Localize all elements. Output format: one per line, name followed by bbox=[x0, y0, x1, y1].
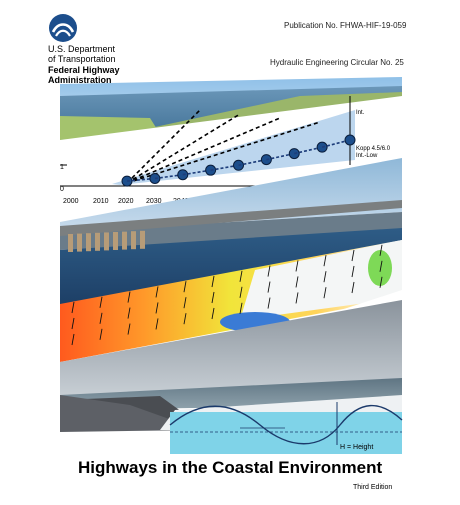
bridge-pier bbox=[140, 231, 145, 249]
y-tick-0: 0 bbox=[60, 186, 64, 193]
agency-line-4: Administration bbox=[48, 75, 112, 85]
series-label-int: Int. bbox=[356, 110, 365, 116]
bridge-pier bbox=[95, 233, 100, 251]
circular-number: Hydraulic Engineering Circular No. 25 bbox=[270, 58, 404, 67]
bridge-pier bbox=[131, 231, 136, 249]
projection-point bbox=[345, 135, 355, 145]
wave-height-label: H = Height bbox=[340, 444, 374, 451]
edition-label: Third Edition bbox=[353, 484, 393, 491]
agency-line-1: U.S. Department bbox=[48, 44, 116, 54]
bridge-pier bbox=[104, 232, 109, 250]
agency-line-2: of Transportation bbox=[48, 54, 116, 64]
x-tick-2020: 2020 bbox=[118, 198, 134, 205]
bridge-pier bbox=[122, 232, 127, 250]
x-tick-2000: 2000 bbox=[63, 198, 79, 205]
bridge-pier bbox=[77, 234, 82, 252]
bridge-piers bbox=[68, 231, 145, 252]
cover-title: Highways in the Coastal Environment bbox=[78, 458, 383, 477]
bridge-pier bbox=[86, 233, 91, 251]
y-tick-1: 1 bbox=[60, 164, 64, 171]
x-tick-2030: 2030 bbox=[146, 198, 162, 205]
agency-line-3: Federal Highway bbox=[48, 65, 120, 75]
series-label-kopp: Kopp 4.5/6.0 bbox=[356, 146, 391, 152]
series-label-intlow: Int.-Low bbox=[356, 153, 378, 159]
publication-number: Publication No. FHWA-HIF-19-059 bbox=[284, 21, 407, 30]
bridge-pier bbox=[113, 232, 118, 250]
x-tick-2010: 2010 bbox=[93, 198, 109, 205]
bridge-pier bbox=[68, 234, 73, 252]
